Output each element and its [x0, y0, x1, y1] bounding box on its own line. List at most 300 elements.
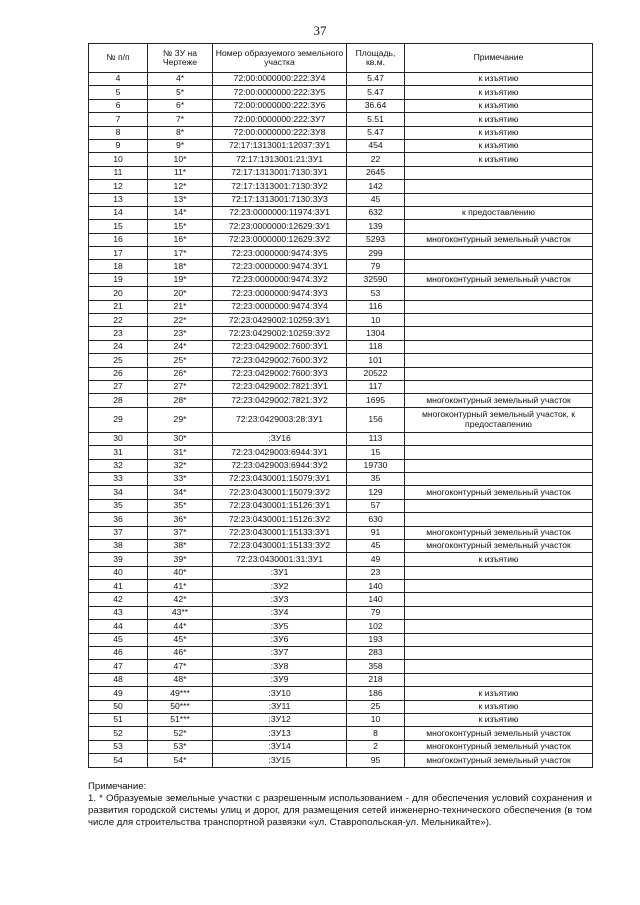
- cell-row-number: 28: [89, 394, 148, 407]
- cell-drawing-plot-number: 24*: [148, 340, 213, 353]
- cell-note: [405, 446, 593, 459]
- cell-area: 2645: [347, 166, 405, 179]
- cell-formed-plot-number: :ЗУ9: [213, 673, 347, 686]
- cell-formed-plot-number: 72:23:0429003:6944:ЗУ1: [213, 446, 347, 459]
- cell-drawing-plot-number: 27*: [148, 380, 213, 393]
- cell-note: к изъятию: [405, 553, 593, 566]
- cell-formed-plot-number: 72:17:1313001:7130:ЗУ2: [213, 180, 347, 193]
- cell-drawing-plot-number: 4*: [148, 73, 213, 86]
- cell-note: [405, 432, 593, 445]
- cell-note: [405, 380, 593, 393]
- cell-formed-plot-number: 72:23:0429003:6944:ЗУ2: [213, 459, 347, 472]
- table-row: [89, 380, 593, 393]
- cell-row-number: 48: [89, 673, 148, 686]
- cell-formed-plot-number: :ЗУ15: [213, 754, 347, 767]
- cell-row-number: 52: [89, 727, 148, 740]
- cell-row-number: 49: [89, 687, 148, 700]
- cell-row-number: 12: [89, 180, 148, 193]
- notes-heading: Примечание:: [88, 781, 147, 792]
- cell-row-number: 46: [89, 647, 148, 660]
- cell-row-number: 38: [89, 539, 148, 552]
- cell-row-number: 54: [89, 754, 148, 767]
- cell-drawing-plot-number: 22*: [148, 314, 213, 327]
- cell-formed-plot-number: :ЗУ16: [213, 432, 347, 445]
- cell-formed-plot-number: 72:23:0429002:7600:ЗУ3: [213, 367, 347, 380]
- cell-formed-plot-number: 72:00:0000000:222:ЗУ8: [213, 126, 347, 139]
- cell-area: 49: [347, 553, 405, 566]
- cell-row-number: 24: [89, 340, 148, 353]
- cell-formed-plot-number: :ЗУ14: [213, 740, 347, 753]
- cell-formed-plot-number: 72:23:0000000:9474:ЗУ5: [213, 247, 347, 260]
- cell-drawing-plot-number: 5*: [148, 86, 213, 99]
- cell-area: 118: [347, 340, 405, 353]
- cell-drawing-plot-number: 48*: [148, 673, 213, 686]
- cell-note: к изъятию: [405, 139, 593, 152]
- cell-drawing-plot-number: 8*: [148, 126, 213, 139]
- cell-formed-plot-number: :ЗУ1: [213, 566, 347, 579]
- cell-formed-plot-number: 72:23:0429002:10259:ЗУ2: [213, 327, 347, 340]
- cell-area: 5.47: [347, 73, 405, 86]
- table-row: [89, 606, 593, 619]
- cell-formed-plot-number: 72:23:0000000:9474:ЗУ2: [213, 273, 347, 286]
- cell-area: 186: [347, 687, 405, 700]
- cell-row-number: 53: [89, 740, 148, 753]
- cell-formed-plot-number: 72:23:0429002:7821:ЗУ2: [213, 394, 347, 407]
- cell-formed-plot-number: 72:23:0429002:7600:ЗУ1: [213, 340, 347, 353]
- cell-area: 129: [347, 486, 405, 499]
- cell-drawing-plot-number: 37*: [148, 526, 213, 539]
- cell-area: 5293: [347, 233, 405, 246]
- cell-area: 1304: [347, 327, 405, 340]
- cell-drawing-plot-number: 54*: [148, 754, 213, 767]
- table-row: [89, 472, 593, 485]
- cell-drawing-plot-number: 11*: [148, 166, 213, 179]
- cell-drawing-plot-number: 36*: [148, 513, 213, 526]
- cell-note: [405, 673, 593, 686]
- cell-note: к изъятию: [405, 86, 593, 99]
- cell-row-number: 33: [89, 472, 148, 485]
- cell-row-number: 25: [89, 354, 148, 367]
- cell-area: 91: [347, 526, 405, 539]
- cell-drawing-plot-number: 10*: [148, 153, 213, 166]
- cell-note: [405, 354, 593, 367]
- cell-drawing-plot-number: 44*: [148, 620, 213, 633]
- cell-note: [405, 220, 593, 233]
- cell-area: 45: [347, 193, 405, 206]
- cell-note: [405, 300, 593, 313]
- cell-formed-plot-number: 72:23:0000000:9474:ЗУ1: [213, 260, 347, 273]
- cell-drawing-plot-number: 20*: [148, 287, 213, 300]
- table-row: [89, 713, 593, 726]
- cell-area: 22: [347, 153, 405, 166]
- cell-note: к изъятию: [405, 73, 593, 86]
- table-row: [89, 727, 593, 740]
- cell-formed-plot-number: :ЗУ6: [213, 633, 347, 646]
- cell-drawing-plot-number: 46*: [148, 647, 213, 660]
- table-row: [89, 486, 593, 499]
- cell-note: [405, 606, 593, 619]
- cell-drawing-plot-number: 53*: [148, 740, 213, 753]
- cell-note: многоконтурный земельный участок: [405, 394, 593, 407]
- note-item: 1. * Образуемые земельные участки с разрешенным использованием - для обеспечения условий сохранения и развития городской системы улиц и дорог, для размещения сетей инженерно-технического обеспечения (в том числе для строительства транспортной развязки «ул. Ставропольская-ул. Мельникайте»).: [88, 792, 592, 828]
- cell-row-number: 51: [89, 713, 148, 726]
- cell-row-number: 47: [89, 660, 148, 673]
- cell-area: 117: [347, 380, 405, 393]
- cell-row-number: 22: [89, 314, 148, 327]
- cell-area: 20522: [347, 367, 405, 380]
- table-row: [89, 139, 593, 152]
- cell-area: 10: [347, 713, 405, 726]
- cell-note: [405, 580, 593, 593]
- cell-area: 283: [347, 647, 405, 660]
- table-row: [89, 86, 593, 99]
- cell-area: 139: [347, 220, 405, 233]
- cell-area: 32590: [347, 273, 405, 286]
- cell-formed-plot-number: 72:23:0430001:15126:ЗУ1: [213, 499, 347, 512]
- cell-area: 2: [347, 740, 405, 753]
- cell-formed-plot-number: :ЗУ7: [213, 647, 347, 660]
- cell-area: 116: [347, 300, 405, 313]
- cell-note: [405, 633, 593, 646]
- cell-drawing-plot-number: 51***: [148, 713, 213, 726]
- table-row: [89, 206, 593, 219]
- cell-row-number: 17: [89, 247, 148, 260]
- cell-row-number: 42: [89, 593, 148, 606]
- cell-formed-plot-number: 72:17:1313001:7130:ЗУ1: [213, 166, 347, 179]
- cell-drawing-plot-number: 38*: [148, 539, 213, 552]
- cell-note: [405, 620, 593, 633]
- cell-formed-plot-number: 72:23:0000000:9474:ЗУ3: [213, 287, 347, 300]
- cell-row-number: 18: [89, 260, 148, 273]
- cell-drawing-plot-number: 15*: [148, 220, 213, 233]
- cell-note: [405, 287, 593, 300]
- header-formed-plot-number: Номер образуемого земельного участка: [213, 44, 347, 73]
- header-area: Площадь, кв.м.: [347, 44, 405, 73]
- cell-area: 140: [347, 593, 405, 606]
- cell-formed-plot-number: :ЗУ5: [213, 620, 347, 633]
- cell-area: 102: [347, 620, 405, 633]
- cell-area: 95: [347, 754, 405, 767]
- land-plots-table: [88, 43, 593, 768]
- cell-area: 79: [347, 606, 405, 619]
- cell-area: 36.64: [347, 99, 405, 112]
- cell-drawing-plot-number: 41*: [148, 580, 213, 593]
- cell-area: 8: [347, 727, 405, 740]
- table-row: [89, 687, 593, 700]
- table-row: [89, 539, 593, 552]
- cell-drawing-plot-number: 21*: [148, 300, 213, 313]
- page-number: 37: [313, 23, 327, 38]
- cell-note: [405, 340, 593, 353]
- table-row: [89, 73, 593, 86]
- cell-row-number: 43: [89, 606, 148, 619]
- table-row: [89, 247, 593, 260]
- cell-note: [405, 260, 593, 273]
- cell-area: 299: [347, 247, 405, 260]
- cell-formed-plot-number: :ЗУ12: [213, 713, 347, 726]
- cell-drawing-plot-number: 14*: [148, 206, 213, 219]
- table-row: [89, 314, 593, 327]
- cell-formed-plot-number: 72:23:0429003:28:ЗУ1: [213, 407, 347, 432]
- cell-drawing-plot-number: 6*: [148, 99, 213, 112]
- cell-formed-plot-number: :ЗУ8: [213, 660, 347, 673]
- cell-area: 57: [347, 499, 405, 512]
- cell-row-number: 40: [89, 566, 148, 579]
- cell-formed-plot-number: :ЗУ4: [213, 606, 347, 619]
- table-row: [89, 459, 593, 472]
- cell-note: многоконтурный земельный участок: [405, 727, 593, 740]
- cell-drawing-plot-number: 43**: [148, 606, 213, 619]
- cell-formed-plot-number: 72:23:0430001:15126:ЗУ2: [213, 513, 347, 526]
- table-row: [89, 620, 593, 633]
- cell-note: к изъятию: [405, 713, 593, 726]
- cell-row-number: 32: [89, 459, 148, 472]
- cell-drawing-plot-number: 13*: [148, 193, 213, 206]
- table-row: [89, 754, 593, 767]
- cell-formed-plot-number: :ЗУ10: [213, 687, 347, 700]
- table-row: [89, 233, 593, 246]
- cell-formed-plot-number: 72:23:0429002:10259:ЗУ1: [213, 314, 347, 327]
- cell-row-number: 27: [89, 380, 148, 393]
- table-row: [89, 166, 593, 179]
- cell-drawing-plot-number: 16*: [148, 233, 213, 246]
- table-row: [89, 126, 593, 139]
- cell-row-number: 6: [89, 99, 148, 112]
- cell-area: 454: [347, 139, 405, 152]
- table-row: [89, 193, 593, 206]
- table-row: [89, 446, 593, 459]
- cell-note: к изъятию: [405, 113, 593, 126]
- cell-row-number: 41: [89, 580, 148, 593]
- cell-note: к изъятию: [405, 687, 593, 700]
- cell-drawing-plot-number: 28*: [148, 394, 213, 407]
- cell-row-number: 19: [89, 273, 148, 286]
- cell-area: 218: [347, 673, 405, 686]
- cell-area: 5.47: [347, 86, 405, 99]
- cell-area: 79: [347, 260, 405, 273]
- table-row: [89, 566, 593, 579]
- notes-section: [88, 781, 592, 829]
- cell-formed-plot-number: 72:00:0000000:222:ЗУ6: [213, 99, 347, 112]
- table-row: [89, 287, 593, 300]
- cell-drawing-plot-number: 49***: [148, 687, 213, 700]
- table-row: [89, 499, 593, 512]
- cell-drawing-plot-number: 50***: [148, 700, 213, 713]
- cell-note: многоконтурный земельный участок: [405, 740, 593, 753]
- cell-area: 19730: [347, 459, 405, 472]
- cell-drawing-plot-number: 39*: [148, 553, 213, 566]
- cell-area: 25: [347, 700, 405, 713]
- table-row: [89, 513, 593, 526]
- cell-row-number: 21: [89, 300, 148, 313]
- cell-row-number: 50: [89, 700, 148, 713]
- cell-row-number: 11: [89, 166, 148, 179]
- cell-row-number: 20: [89, 287, 148, 300]
- cell-note: многоконтурный земельный участок: [405, 233, 593, 246]
- cell-note: [405, 647, 593, 660]
- cell-drawing-plot-number: 29*: [148, 407, 213, 432]
- cell-drawing-plot-number: 42*: [148, 593, 213, 606]
- cell-drawing-plot-number: 12*: [148, 180, 213, 193]
- cell-row-number: 44: [89, 620, 148, 633]
- cell-drawing-plot-number: 47*: [148, 660, 213, 673]
- cell-note: многоконтурный земельный участок: [405, 526, 593, 539]
- cell-note: [405, 593, 593, 606]
- table-row: [89, 526, 593, 539]
- table-row: [89, 260, 593, 273]
- cell-note: [405, 166, 593, 179]
- cell-drawing-plot-number: 40*: [148, 566, 213, 579]
- header-row-number: № п/п: [89, 44, 148, 73]
- cell-drawing-plot-number: 52*: [148, 727, 213, 740]
- cell-area: 156: [347, 407, 405, 432]
- cell-drawing-plot-number: 45*: [148, 633, 213, 646]
- cell-area: 193: [347, 633, 405, 646]
- cell-area: 140: [347, 580, 405, 593]
- cell-formed-plot-number: 72:23:0430001:15079:ЗУ2: [213, 486, 347, 499]
- cell-note: к предоставлению: [405, 206, 593, 219]
- cell-row-number: 13: [89, 193, 148, 206]
- cell-drawing-plot-number: 34*: [148, 486, 213, 499]
- cell-drawing-plot-number: 19*: [148, 273, 213, 286]
- table-row: [89, 327, 593, 340]
- cell-formed-plot-number: :ЗУ11: [213, 700, 347, 713]
- cell-row-number: 37: [89, 526, 148, 539]
- cell-row-number: 35: [89, 499, 148, 512]
- cell-note: многоконтурный земельный участок: [405, 754, 593, 767]
- table-row: [89, 740, 593, 753]
- cell-formed-plot-number: 72:23:0000000:9474:ЗУ4: [213, 300, 347, 313]
- cell-note: [405, 513, 593, 526]
- cell-row-number: 16: [89, 233, 148, 246]
- table-row: [89, 180, 593, 193]
- cell-note: многоконтурный земельный участок: [405, 539, 593, 552]
- table-row: [89, 553, 593, 566]
- table-row: [89, 153, 593, 166]
- cell-drawing-plot-number: 32*: [148, 459, 213, 472]
- cell-area: 10: [347, 314, 405, 327]
- cell-drawing-plot-number: 30*: [148, 432, 213, 445]
- table-row: [89, 700, 593, 713]
- cell-row-number: 23: [89, 327, 148, 340]
- cell-row-number: 8: [89, 126, 148, 139]
- cell-drawing-plot-number: 7*: [148, 113, 213, 126]
- cell-formed-plot-number: :ЗУ3: [213, 593, 347, 606]
- table-row: [89, 113, 593, 126]
- cell-area: 35: [347, 472, 405, 485]
- header-note: Примечание: [405, 44, 593, 73]
- cell-note: [405, 314, 593, 327]
- cell-row-number: 14: [89, 206, 148, 219]
- table-row: [89, 394, 593, 407]
- cell-row-number: 7: [89, 113, 148, 126]
- cell-formed-plot-number: 72:23:0430001:15133:ЗУ2: [213, 539, 347, 552]
- cell-area: 101: [347, 354, 405, 367]
- cell-note: многоконтурный земельный участок: [405, 273, 593, 286]
- cell-row-number: 10: [89, 153, 148, 166]
- table-row: [89, 220, 593, 233]
- table-row: [89, 273, 593, 286]
- cell-note: [405, 327, 593, 340]
- cell-row-number: 34: [89, 486, 148, 499]
- cell-row-number: 5: [89, 86, 148, 99]
- cell-area: 142: [347, 180, 405, 193]
- cell-note: [405, 472, 593, 485]
- table-row: [89, 407, 593, 432]
- table-row: [89, 580, 593, 593]
- cell-area: 23: [347, 566, 405, 579]
- table-row: [89, 340, 593, 353]
- cell-drawing-plot-number: 9*: [148, 139, 213, 152]
- cell-row-number: 30: [89, 432, 148, 445]
- cell-note: к изъятию: [405, 99, 593, 112]
- cell-formed-plot-number: 72:00:0000000:222:ЗУ4: [213, 73, 347, 86]
- cell-note: [405, 499, 593, 512]
- cell-formed-plot-number: 72:23:0000000:12629:ЗУ2: [213, 233, 347, 246]
- table-row: [89, 633, 593, 646]
- table-header-row: [89, 44, 593, 73]
- cell-area: 45: [347, 539, 405, 552]
- cell-area: 15: [347, 446, 405, 459]
- cell-note: многоконтурный земельный участок, к предоставлению: [405, 407, 593, 432]
- table-row: [89, 593, 593, 606]
- cell-drawing-plot-number: 18*: [148, 260, 213, 273]
- cell-area: 632: [347, 206, 405, 219]
- table-row: [89, 99, 593, 112]
- cell-drawing-plot-number: 33*: [148, 472, 213, 485]
- cell-row-number: 39: [89, 553, 148, 566]
- cell-area: 113: [347, 432, 405, 445]
- cell-area: 1695: [347, 394, 405, 407]
- table-row: [89, 354, 593, 367]
- cell-area: 53: [347, 287, 405, 300]
- cell-formed-plot-number: 72:23:0430001:15133:ЗУ1: [213, 526, 347, 539]
- cell-drawing-plot-number: 25*: [148, 354, 213, 367]
- table-row: [89, 300, 593, 313]
- cell-drawing-plot-number: 17*: [148, 247, 213, 260]
- cell-formed-plot-number: 72:00:0000000:222:ЗУ5: [213, 86, 347, 99]
- cell-row-number: 26: [89, 367, 148, 380]
- header-drawing-plot-number: № ЗУ на Чертеже: [148, 44, 213, 73]
- table-row: [89, 432, 593, 445]
- cell-note: к изъятию: [405, 700, 593, 713]
- cell-area: 358: [347, 660, 405, 673]
- cell-formed-plot-number: 72:23:0429002:7821:ЗУ1: [213, 380, 347, 393]
- cell-note: [405, 247, 593, 260]
- cell-note: [405, 367, 593, 380]
- cell-drawing-plot-number: 23*: [148, 327, 213, 340]
- cell-area: 5.51: [347, 113, 405, 126]
- table-body: [89, 73, 593, 768]
- cell-row-number: 45: [89, 633, 148, 646]
- table-row: [89, 673, 593, 686]
- cell-formed-plot-number: 72:17:1313001:12037:ЗУ1: [213, 139, 347, 152]
- cell-area: 630: [347, 513, 405, 526]
- cell-drawing-plot-number: 26*: [148, 367, 213, 380]
- cell-formed-plot-number: 72:23:0000000:12629:ЗУ1: [213, 220, 347, 233]
- cell-formed-plot-number: 72:23:0430001:15079:ЗУ1: [213, 472, 347, 485]
- cell-note: [405, 660, 593, 673]
- cell-note: многоконтурный земельный участок: [405, 486, 593, 499]
- cell-formed-plot-number: :ЗУ13: [213, 727, 347, 740]
- table-row: [89, 367, 593, 380]
- cell-area: 5.47: [347, 126, 405, 139]
- cell-formed-plot-number: 72:23:0429002:7600:ЗУ2: [213, 354, 347, 367]
- cell-drawing-plot-number: 31*: [148, 446, 213, 459]
- cell-formed-plot-number: 72:17:1313001:21:ЗУ1: [213, 153, 347, 166]
- cell-formed-plot-number: 72:00:0000000:222:ЗУ7: [213, 113, 347, 126]
- cell-row-number: 9: [89, 139, 148, 152]
